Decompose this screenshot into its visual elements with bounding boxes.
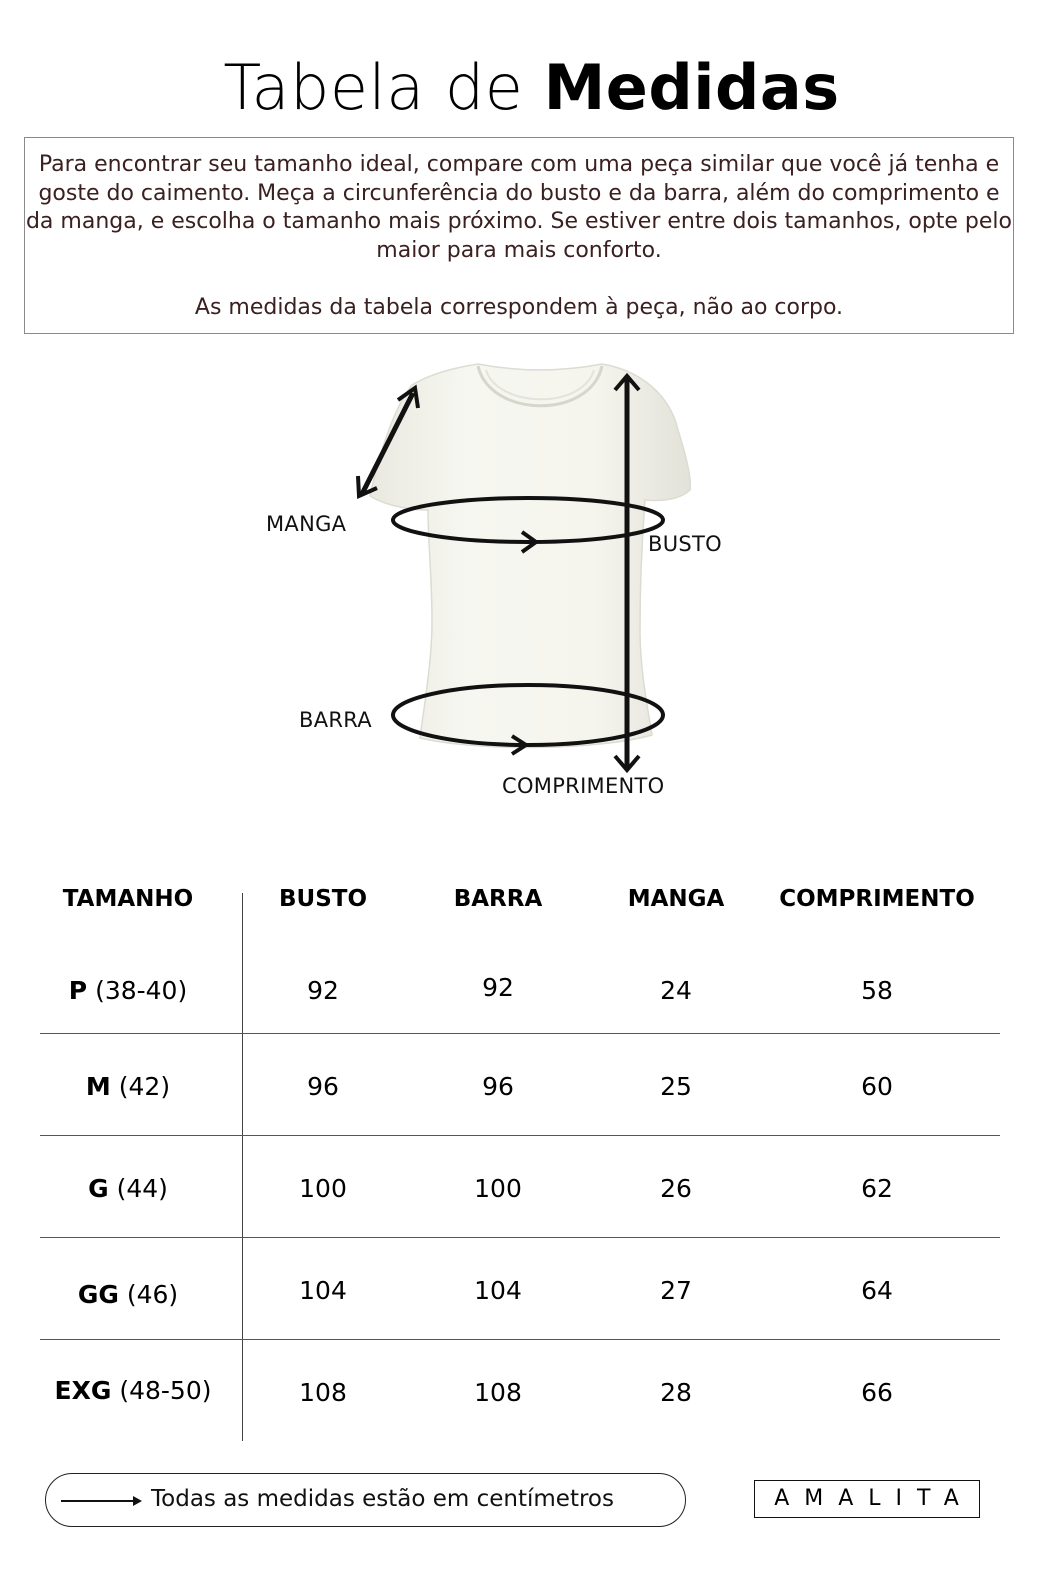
- size-cell: [40, 1280, 216, 1309]
- unit-note-text: Todas as medidas estão em centímetros: [151, 1486, 614, 1512]
- comprimento-value: 64: [861, 1276, 893, 1305]
- label-barra: BARRA: [299, 708, 372, 732]
- header-comprimento: COMPRIMENTO: [779, 886, 975, 912]
- header-barra: BARRA: [453, 886, 543, 912]
- barra-value: 100: [474, 1174, 522, 1203]
- table-row: [40, 1136, 1000, 1238]
- comprimento-value: 60: [861, 1072, 893, 1101]
- header-tamanho: TAMANHO: [62, 886, 194, 912]
- comprimento-value: 66: [861, 1378, 893, 1407]
- unit-note-pill: [45, 1473, 686, 1527]
- label-busto: BUSTO: [648, 532, 722, 556]
- size-cell: [40, 976, 216, 1005]
- size-range: (46): [126, 1280, 179, 1309]
- barra-value: 96: [482, 1072, 514, 1101]
- brand-logo: AMALITA: [754, 1480, 980, 1518]
- busto-value: 96: [307, 1072, 339, 1101]
- size-code: GG: [77, 1280, 119, 1309]
- comprimento-value: 58: [861, 976, 893, 1005]
- comprimento-value: 62: [861, 1174, 893, 1203]
- table-row: [40, 1034, 1000, 1136]
- barra-value: 92: [482, 973, 514, 1002]
- table-header-row: [40, 870, 1000, 934]
- manga-value: 27: [660, 1276, 692, 1305]
- title-bold: Medidas: [543, 51, 840, 124]
- size-code: P: [68, 976, 88, 1005]
- arrow-right-icon: [61, 1493, 143, 1509]
- manga-value: 28: [660, 1378, 692, 1407]
- barra-value: 108: [474, 1378, 522, 1407]
- title-light: Tabela de: [223, 51, 524, 124]
- size-cell: [40, 1174, 216, 1203]
- busto-value: 108: [299, 1378, 347, 1407]
- table-row: [40, 1238, 1000, 1340]
- barra-value: 104: [474, 1276, 522, 1305]
- header-manga: MANGA: [627, 886, 725, 912]
- tshirt-shape: [370, 364, 690, 747]
- size-cell: [40, 1072, 216, 1101]
- size-code: EXG: [54, 1376, 112, 1405]
- size-cell: [40, 1376, 226, 1405]
- label-comprimento: COMPRIMENTO: [502, 774, 665, 798]
- instructions-paragraph: Para encontrar seu tamanho ideal, compare com uma peça similar que você já tenha e goste do caimento. Meça a circunferência do busto e da barra, além do comprimento e da manga, e escolha o tamanho mais próximo. Se estiver entre dois tamanhos, opte pelo maior para mais conforto.: [25, 152, 1013, 263]
- busto-value: 104: [299, 1276, 347, 1305]
- busto-value: 100: [299, 1174, 347, 1203]
- manga-value: 24: [660, 976, 692, 1005]
- size-code: G: [88, 1174, 109, 1203]
- instructions-note: As medidas da tabela correspondem à peça, não ao corpo.: [194, 295, 844, 320]
- tshirt-diagram: [0, 340, 1063, 840]
- table-row: [40, 1340, 1000, 1440]
- label-manga: MANGA: [266, 512, 347, 536]
- tshirt-illustration: [0, 340, 1063, 840]
- size-range: (42): [118, 1072, 171, 1101]
- header-busto: BUSTO: [278, 886, 367, 912]
- manga-value: 26: [660, 1174, 692, 1203]
- size-code: M: [85, 1072, 111, 1101]
- manga-value: 25: [660, 1072, 692, 1101]
- table-row: [40, 934, 1000, 1034]
- size-range: (38-40): [95, 976, 188, 1005]
- instructions-box: [24, 137, 1014, 334]
- size-range: (48-50): [119, 1376, 212, 1405]
- size-range: (44): [116, 1174, 168, 1203]
- page-title: [0, 48, 1063, 128]
- busto-value: 92: [307, 976, 339, 1005]
